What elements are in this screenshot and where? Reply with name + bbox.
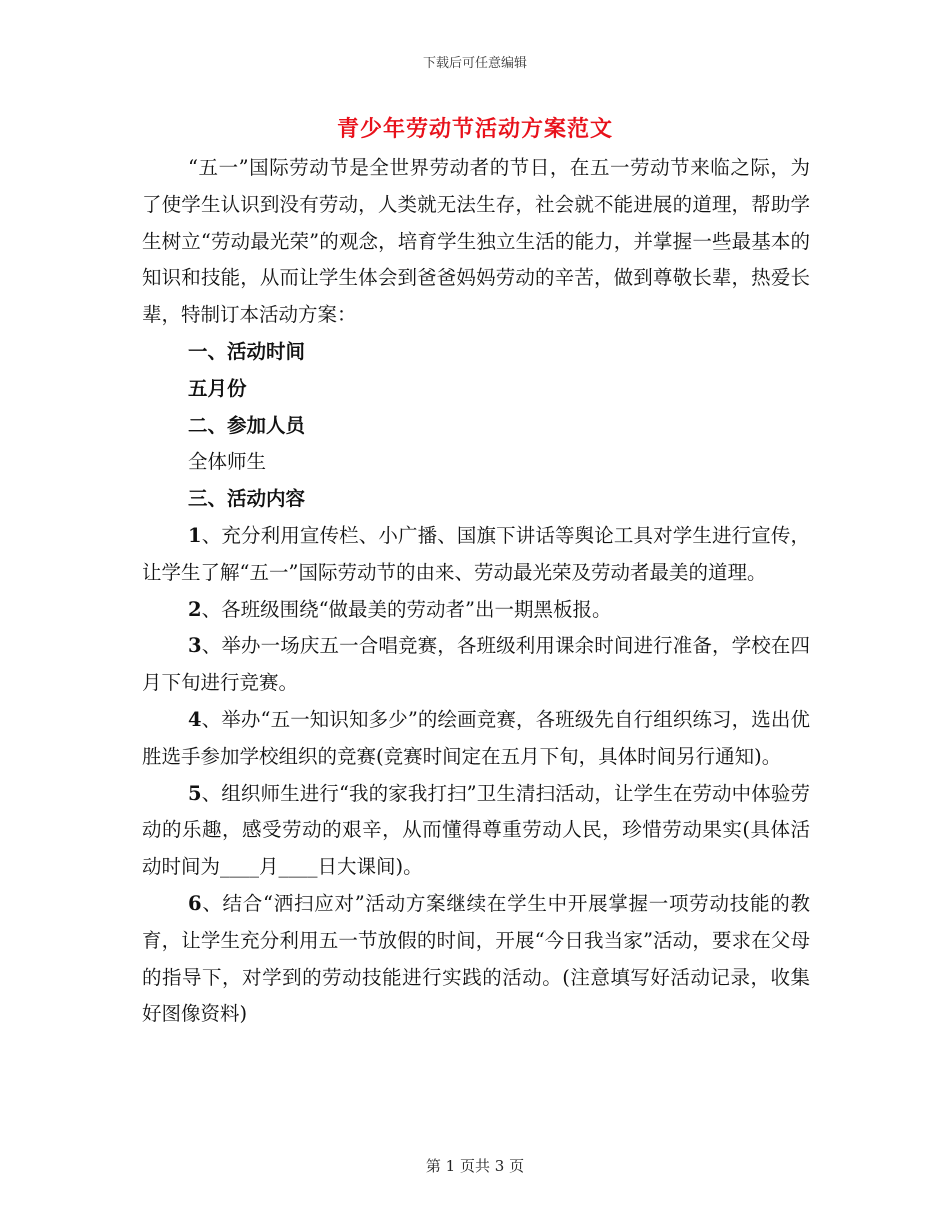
item-text: 、各班级围绕“做最美的劳动者”出一期黑板报。: [201, 597, 612, 621]
item-number: 6: [188, 891, 202, 915]
item-text: 、结合“洒扫应对”活动方案继续在学生中开展掌握一项劳动技能的教育，让学生充分利用五一节放假的时间，开展“今日我当家”活动，要求在父母的指导下，对学到的劳动技能进行实践的活动。(注意填写好活动记录，收集好图像资料): [142, 891, 810, 1026]
item-text: 、充分利用宣传栏、小广播、国旗下讲话等舆论工具对学生进行宣传，让学生了解“五一”国际劳动节的由来、劳动最光荣及劳动者最美的道理。: [142, 523, 810, 584]
list-item-3: [142, 628, 810, 702]
item-text: 、举办“五一知识知多少”的绘画竞赛，各班级先自行组织练习，选出优胜选手参加学校组织的竞赛(竞赛时间定在五月下旬，具体时间另行通知)。: [142, 707, 810, 768]
item-number: 2: [188, 597, 202, 621]
list-item-2: [142, 592, 810, 629]
list-item-4: [142, 702, 810, 776]
section-value-people: 全体师生: [188, 450, 267, 474]
item-text: 、举办一场庆五一合唱竞赛，各班级利用课余时间进行准备，学校在四月下旬进行竞赛。: [142, 634, 810, 695]
section-value-time: 五月份: [188, 376, 247, 400]
list-item-1: [142, 518, 810, 592]
item-number: 3: [188, 634, 202, 658]
section-heading-people: 二、参加人员: [188, 413, 306, 437]
document-body: [142, 150, 810, 1033]
document-title: 青少年劳动节活动方案范文: [336, 116, 613, 142]
list-item-5: [142, 776, 810, 886]
section-heading-time: 一、活动时间: [188, 339, 306, 363]
item-number: 5: [188, 781, 202, 805]
list-item-6: [142, 886, 810, 1033]
intro-paragraph: “五一”国际劳动节是全世界劳动者的节日，在五一劳动节来临之际，为了使学生认识到没有劳动，人类就无法生存，社会就不能进展的道理，帮助学生树立“劳动最光荣”的观念，培育学生独立生活的能力，并掌握一些最基本的知识和技能，从而让学生体会到爸爸妈妈劳动的辛苦，做到尊敬长辈，热爱长辈，特制订本活动方案：: [142, 156, 810, 327]
header-note: 下载后可任意编辑: [422, 56, 527, 71]
item-text: 、组织师生进行“我的家我打扫”卫生清扫活动，让学生在劳动中体验劳动的乐趣，感受劳动的艰辛，从而懂得尊重劳动人民，珍惜劳动果实(具体活动时间为____月____日大课间)。: [142, 781, 810, 879]
item-number: 4: [188, 707, 202, 731]
item-number: 1: [188, 523, 202, 547]
page-footer: 第 1 页共 3 页: [425, 1157, 525, 1175]
section-heading-content: 三、活动内容: [188, 487, 306, 511]
